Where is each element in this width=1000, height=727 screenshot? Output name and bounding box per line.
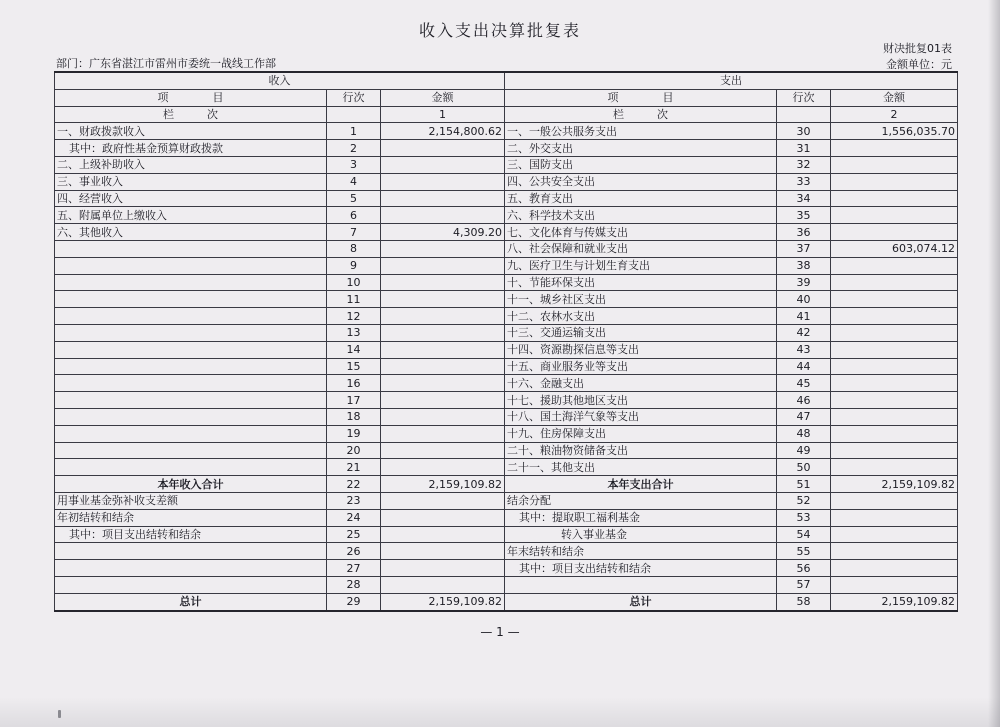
income-line-header: 行次 (327, 89, 381, 106)
income-section-header: 收入 (55, 72, 505, 89)
expense-line-cell: 54 (777, 526, 831, 543)
expense-item-cell: 七、文化体育与传媒支出 (505, 224, 777, 241)
income-item-cell (55, 408, 327, 425)
table-row (55, 358, 958, 375)
income-line-cell: 23 (327, 492, 381, 509)
table-row (55, 190, 958, 207)
table-row (55, 156, 958, 173)
income-item-cell: 四、经营收入 (55, 190, 327, 207)
table-row (55, 173, 958, 190)
income-amount-cell: 2,159,109.82 (381, 593, 505, 610)
expense-line-cell: 47 (777, 408, 831, 425)
income-amount-cell (381, 442, 505, 459)
income-amount-cell (381, 156, 505, 173)
expense-item-cell: 三、国防支出 (505, 156, 777, 173)
expense-item-cell: 转入事业基金 (505, 526, 777, 543)
income-item-header: 项 目 (55, 89, 327, 106)
income-line-cell: 8 (327, 240, 381, 257)
income-line-cell: 11 (327, 291, 381, 308)
expense-col-line-cell (777, 106, 831, 123)
income-item-cell: 六、其他收入 (55, 224, 327, 241)
report-title: 收入支出决算批复表 (418, 21, 581, 40)
expense-item-header: 项 目 (505, 89, 777, 106)
expense-amount-cell (831, 190, 958, 207)
expense-line-cell: 48 (777, 425, 831, 442)
expense-line-cell: 52 (777, 492, 831, 509)
income-line-cell: 18 (327, 408, 381, 425)
scan-edge-shadow (988, 0, 1000, 727)
income-line-cell: 29 (327, 593, 381, 610)
expense-amount-cell (831, 274, 958, 291)
scan-bottom-shade (0, 697, 1000, 727)
expense-amount-cell (831, 509, 958, 526)
income-amount-cell (381, 207, 505, 224)
income-line-cell: 3 (327, 156, 381, 173)
expense-item-cell: 十三、交通运输支出 (505, 324, 777, 341)
expense-amount-cell (831, 324, 958, 341)
income-line-cell: 12 (327, 308, 381, 325)
expense-line-cell: 55 (777, 543, 831, 560)
expense-line-cell: 31 (777, 140, 831, 157)
income-line-cell: 20 (327, 442, 381, 459)
expense-item-cell: 十五、商业服务业等支出 (505, 358, 777, 375)
income-line-cell: 15 (327, 358, 381, 375)
table-row (55, 324, 958, 341)
income-item-cell (55, 425, 327, 442)
income-amount-cell (381, 308, 505, 325)
expense-item-cell: 总计 (505, 593, 777, 610)
income-amount-cell (381, 526, 505, 543)
table-row (55, 476, 958, 493)
income-item-cell: 其中：政府性基金预算财政拨款 (55, 140, 327, 157)
table-row (55, 509, 958, 526)
income-item-cell: 二、上级补助收入 (55, 156, 327, 173)
income-line-cell: 1 (327, 123, 381, 140)
expense-line-cell: 32 (777, 156, 831, 173)
table-row (55, 593, 958, 610)
income-line-cell: 10 (327, 274, 381, 291)
expense-line-cell: 49 (777, 442, 831, 459)
expense-item-cell: 二、外交支出 (505, 140, 777, 157)
expense-item-cell: 结余分配 (505, 492, 777, 509)
expense-amount-cell (831, 576, 958, 593)
expense-amount-cell (831, 408, 958, 425)
income-line-cell: 13 (327, 324, 381, 341)
income-amount-cell (381, 240, 505, 257)
table-row (55, 308, 958, 325)
income-line-cell: 25 (327, 526, 381, 543)
expense-item-cell (505, 576, 777, 593)
expense-amount-cell (831, 224, 958, 241)
income-item-cell: 其中：项目支出结转和结余 (55, 526, 327, 543)
expense-line-cell: 42 (777, 324, 831, 341)
income-line-cell: 27 (327, 560, 381, 577)
income-line-cell: 28 (327, 576, 381, 593)
table-row (55, 140, 958, 157)
income-amount-cell (381, 291, 505, 308)
expense-amount-cell (831, 560, 958, 577)
income-amount-cell: 2,154,800.62 (381, 123, 505, 140)
income-amount-cell (381, 375, 505, 392)
income-item-cell: 年初结转和结余 (55, 509, 327, 526)
table-row (55, 274, 958, 291)
expense-amount-cell (831, 526, 958, 543)
income-amount-cell (381, 341, 505, 358)
table-row (55, 207, 958, 224)
income-amount-cell (381, 492, 505, 509)
expense-amount-cell (831, 543, 958, 560)
income-line-cell: 6 (327, 207, 381, 224)
income-line-cell: 7 (327, 224, 381, 241)
income-amount-cell (381, 392, 505, 409)
expense-line-cell: 45 (777, 375, 831, 392)
expense-amount-header: 金额 (831, 89, 958, 106)
expense-line-cell: 57 (777, 576, 831, 593)
expense-amount-cell (831, 425, 958, 442)
expense-amount-cell: 1,556,035.70 (831, 123, 958, 140)
expense-line-cell: 43 (777, 341, 831, 358)
table-row (55, 240, 958, 257)
income-item-cell (55, 308, 327, 325)
income-item-cell: 三、事业收入 (55, 173, 327, 190)
income-amount-cell (381, 576, 505, 593)
expense-amount-cell: 2,159,109.82 (831, 476, 958, 493)
expense-line-cell: 35 (777, 207, 831, 224)
income-amount-cell (381, 560, 505, 577)
column-number-row (55, 106, 958, 123)
income-item-cell (55, 341, 327, 358)
income-amount-cell (381, 274, 505, 291)
expense-line-cell: 36 (777, 224, 831, 241)
expense-line-cell: 53 (777, 509, 831, 526)
table-row (55, 442, 958, 459)
income-item-cell (55, 324, 327, 341)
table-row (55, 492, 958, 509)
income-item-cell (55, 375, 327, 392)
income-line-cell: 14 (327, 341, 381, 358)
amount-unit-label: 金额单位：元 (886, 58, 952, 71)
income-amount-cell: 2,159,109.82 (381, 476, 505, 493)
income-col-label: 栏 次 (55, 106, 327, 123)
income-amount-header: 金额 (381, 89, 505, 106)
income-expense-table (54, 71, 958, 612)
expense-item-cell: 二十一、其他支出 (505, 459, 777, 476)
income-item-cell: 一、财政拨款收入 (55, 123, 327, 140)
expense-amount-cell (831, 492, 958, 509)
expense-amount-cell (831, 375, 958, 392)
income-col-line-cell (327, 106, 381, 123)
income-line-cell: 17 (327, 392, 381, 409)
expense-line-cell: 41 (777, 308, 831, 325)
income-amount-cell (381, 140, 505, 157)
expense-item-cell: 九、医疗卫生与计划生育支出 (505, 257, 777, 274)
expense-amount-cell (831, 308, 958, 325)
income-item-cell (55, 442, 327, 459)
expense-item-cell: 十六、金融支出 (505, 375, 777, 392)
expense-amount-cell (831, 156, 958, 173)
expense-col-label: 栏 次 (505, 106, 777, 123)
expense-amount-cell (831, 459, 958, 476)
expense-line-cell: 46 (777, 392, 831, 409)
department-label: 部门：广东省湛江市雷州市委统一战线工作部 (56, 57, 276, 70)
table-row (55, 224, 958, 241)
income-item-cell (55, 543, 327, 560)
expense-amount-cell (831, 341, 958, 358)
table-row (55, 257, 958, 274)
expense-col-number: 2 (831, 106, 958, 123)
income-line-cell: 4 (327, 173, 381, 190)
income-item-cell (55, 257, 327, 274)
income-item-cell: 总计 (55, 593, 327, 610)
expense-item-cell: 十二、农林水支出 (505, 308, 777, 325)
expense-amount-cell (831, 140, 958, 157)
expense-amount-cell (831, 442, 958, 459)
column-header-row (55, 89, 958, 106)
expense-line-cell: 44 (777, 358, 831, 375)
table-row (55, 425, 958, 442)
income-line-cell: 21 (327, 459, 381, 476)
section-header-row (55, 72, 958, 89)
expense-item-cell: 十九、住房保障支出 (505, 425, 777, 442)
income-amount-cell (381, 425, 505, 442)
expense-item-cell: 四、公共安全支出 (505, 173, 777, 190)
income-amount-cell (381, 190, 505, 207)
income-amount-cell (381, 408, 505, 425)
expense-item-cell: 十八、国土海洋气象等支出 (505, 408, 777, 425)
expense-amount-cell (831, 173, 958, 190)
expense-item-cell: 八、社会保障和就业支出 (505, 240, 777, 257)
expense-item-cell: 其中：项目支出结转和结余 (505, 560, 777, 577)
expense-item-cell: 六、科学技术支出 (505, 207, 777, 224)
expense-item-cell: 十四、资源勘探信息等支出 (505, 341, 777, 358)
income-item-cell (55, 576, 327, 593)
expense-item-cell: 一、一般公共服务支出 (505, 123, 777, 140)
income-item-cell (55, 560, 327, 577)
expense-amount-cell (831, 291, 958, 308)
expense-item-cell: 本年支出合计 (505, 476, 777, 493)
expense-line-cell: 37 (777, 240, 831, 257)
income-amount-cell (381, 509, 505, 526)
expense-item-cell: 十一、城乡社区支出 (505, 291, 777, 308)
income-item-cell: 五、附属单位上缴收入 (55, 207, 327, 224)
expense-item-cell: 十七、援助其他地区支出 (505, 392, 777, 409)
income-item-cell (55, 291, 327, 308)
income-line-cell: 16 (327, 375, 381, 392)
income-item-cell (55, 392, 327, 409)
page-number: — 1 — (480, 625, 520, 639)
table-row (55, 341, 958, 358)
income-item-cell: 用事业基金弥补收支差额 (55, 492, 327, 509)
income-item-cell (55, 459, 327, 476)
expense-amount-cell (831, 358, 958, 375)
expense-amount-cell: 2,159,109.82 (831, 593, 958, 610)
income-line-cell: 2 (327, 140, 381, 157)
table-row (55, 526, 958, 543)
income-col-number: 1 (381, 106, 505, 123)
income-amount-cell (381, 358, 505, 375)
income-line-cell: 19 (327, 425, 381, 442)
expense-item-cell: 二十、粮油物资储备支出 (505, 442, 777, 459)
table-row (55, 291, 958, 308)
expense-section-header: 支出 (505, 72, 958, 89)
table-row (55, 543, 958, 560)
income-item-cell (55, 358, 327, 375)
expense-item-cell: 年末结转和结余 (505, 543, 777, 560)
expense-line-cell: 30 (777, 123, 831, 140)
table-row (55, 392, 958, 409)
income-amount-cell: 4,309.20 (381, 224, 505, 241)
expense-line-cell: 50 (777, 459, 831, 476)
table-row (55, 375, 958, 392)
table-row (55, 408, 958, 425)
expense-amount-cell (831, 207, 958, 224)
scan-speck (58, 710, 61, 718)
table-row (55, 576, 958, 593)
form-number: 财决批复01表 (883, 42, 952, 55)
expense-item-cell: 十、节能环保支出 (505, 274, 777, 291)
income-line-cell: 26 (327, 543, 381, 560)
income-line-cell: 22 (327, 476, 381, 493)
expense-line-cell: 34 (777, 190, 831, 207)
expense-line-cell: 39 (777, 274, 831, 291)
income-amount-cell (381, 459, 505, 476)
income-item-cell (55, 274, 327, 291)
expense-item-cell: 其中：提取职工福利基金 (505, 509, 777, 526)
income-item-cell: 本年收入合计 (55, 476, 327, 493)
expense-line-cell: 38 (777, 257, 831, 274)
income-amount-cell (381, 173, 505, 190)
expense-line-cell: 33 (777, 173, 831, 190)
expense-amount-cell (831, 257, 958, 274)
expense-line-cell: 40 (777, 291, 831, 308)
expense-amount-cell: 603,074.12 (831, 240, 958, 257)
income-line-cell: 9 (327, 257, 381, 274)
income-item-cell (55, 240, 327, 257)
income-amount-cell (381, 257, 505, 274)
expense-line-cell: 51 (777, 476, 831, 493)
table-row (55, 560, 958, 577)
income-amount-cell (381, 324, 505, 341)
income-amount-cell (381, 543, 505, 560)
expense-item-cell: 五、教育支出 (505, 190, 777, 207)
income-line-cell: 24 (327, 509, 381, 526)
table-row (55, 459, 958, 476)
expense-line-cell: 56 (777, 560, 831, 577)
table-row (55, 123, 958, 140)
expense-line-cell: 58 (777, 593, 831, 610)
expense-line-header: 行次 (777, 89, 831, 106)
income-line-cell: 5 (327, 190, 381, 207)
expense-amount-cell (831, 392, 958, 409)
